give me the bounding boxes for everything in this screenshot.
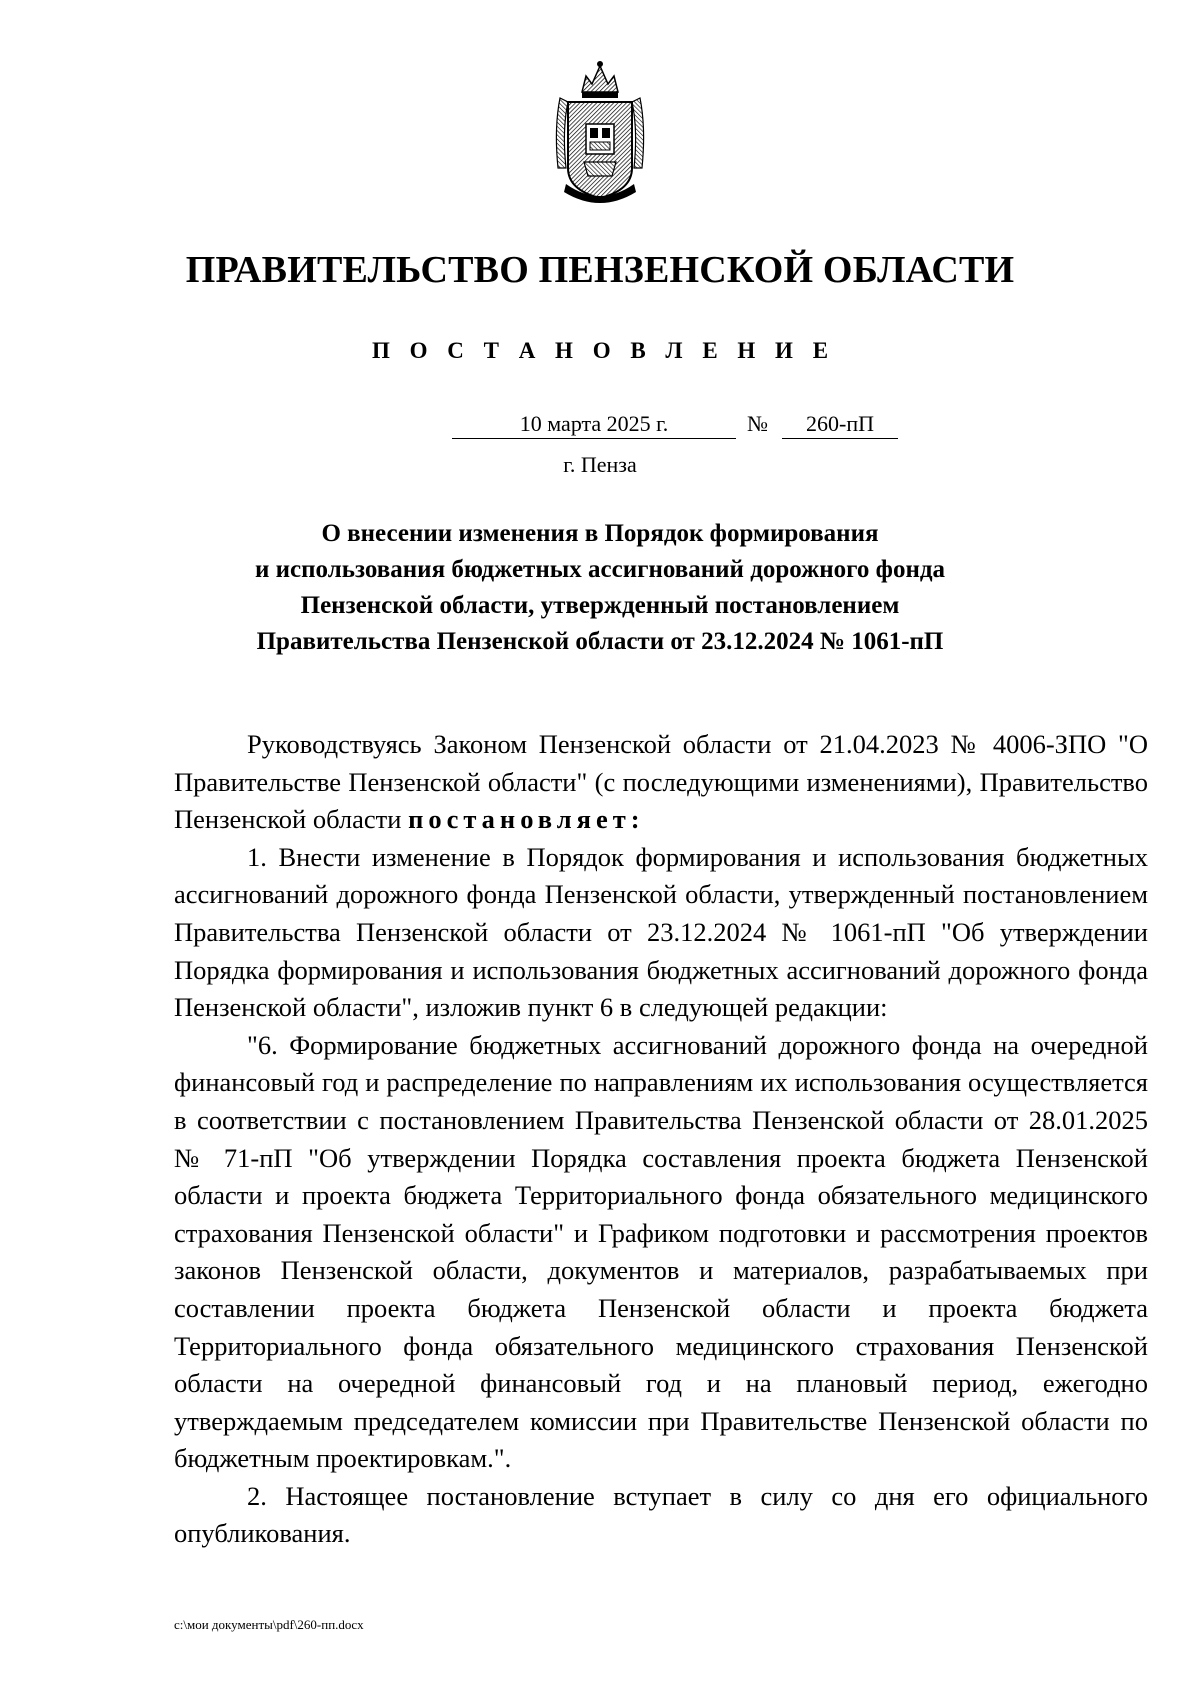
item-2-paragraph: 2. Настоящее постановление вступает в силу со дня его официального опубликования.: [174, 1480, 1148, 1549]
subject-line: О внесении изменения в Порядок формирования: [321, 520, 879, 547]
decree-word: постановляет: [408, 804, 631, 835]
decree-colon: :: [630, 804, 640, 835]
document-type: П О С Т А Н О В Л Е Н И Е: [371, 338, 836, 363]
document-number: 260-пП: [782, 410, 898, 439]
document-city: г. Пенза: [563, 452, 637, 477]
file-path-footer: c:\мои документы\pdf\260-пп.docx: [174, 1617, 364, 1632]
coat-of-arms-icon: [552, 58, 648, 208]
subject-line: Пензенской области, утвержденный постановлением: [300, 592, 900, 619]
document-date: 10 марта 2025 г.: [452, 410, 736, 439]
subject-line: Правительства Пензенской области от 23.12.2024 № 1061-пП: [256, 628, 944, 655]
number-sign: №: [747, 411, 768, 436]
government-title: ПРАВИТЕЛЬСТВО ПЕНЗЕНСКОЙ ОБЛАСТИ: [185, 249, 1015, 291]
document-subject: [170, 516, 1030, 660]
document-body: [174, 726, 1148, 1553]
item-1-paragraph: 1. Внести изменение в Порядок формирования и использования бюджетных ассигнований дорожного фонда Пензенской области, утвержденный постановлением Правительства Пензенской области от 23.12.2024 № 1061-пП "Об утверждении Порядка формирования и использования бюджетных ассигнований дорожного фонда Пензенской области", изложив пункт 6 в следующей редакции:: [174, 841, 1148, 1023]
subject-line: и использования бюджетных ассигнований дорожного фонда: [255, 556, 945, 583]
item-1-quote-paragraph: "6. Формирование бюджетных ассигнований дорожного фонда на очередной финансовый год и распределение по направлениям их использования осуществляется в соответствии с постановлением Правительства Пензенской области от 28.01.2025 № 71-пП "Об утверждении Порядка составления проекта бюджета Пензенской области и проекта бюджета Территориального фонда обязательного медицинского страхования Пензенской области" и Графиком подготовки и рассмотрения проектов законов Пензенской области, документов и материалов, разрабатываемых при составлении проекта бюджета Пензенской области и проекта бюджета Территориального фонда обязательного медицинского страхования Пензенской области на очередной финансовый год и на плановый период, ежегодно утверждаемым председателем комиссии при Правительстве Пензенской области по бюджетным проектировкам.".: [174, 1029, 1148, 1474]
intro-text: Руководствуясь Законом Пензенской области от 21.04.2023 № 4006-ЗПО "О Правительстве Пензенской области" (с последующими изменениями), Правительство Пензенской области: [174, 729, 1148, 835]
intro-paragraph: [174, 726, 1148, 839]
date-number-line: [452, 410, 902, 446]
